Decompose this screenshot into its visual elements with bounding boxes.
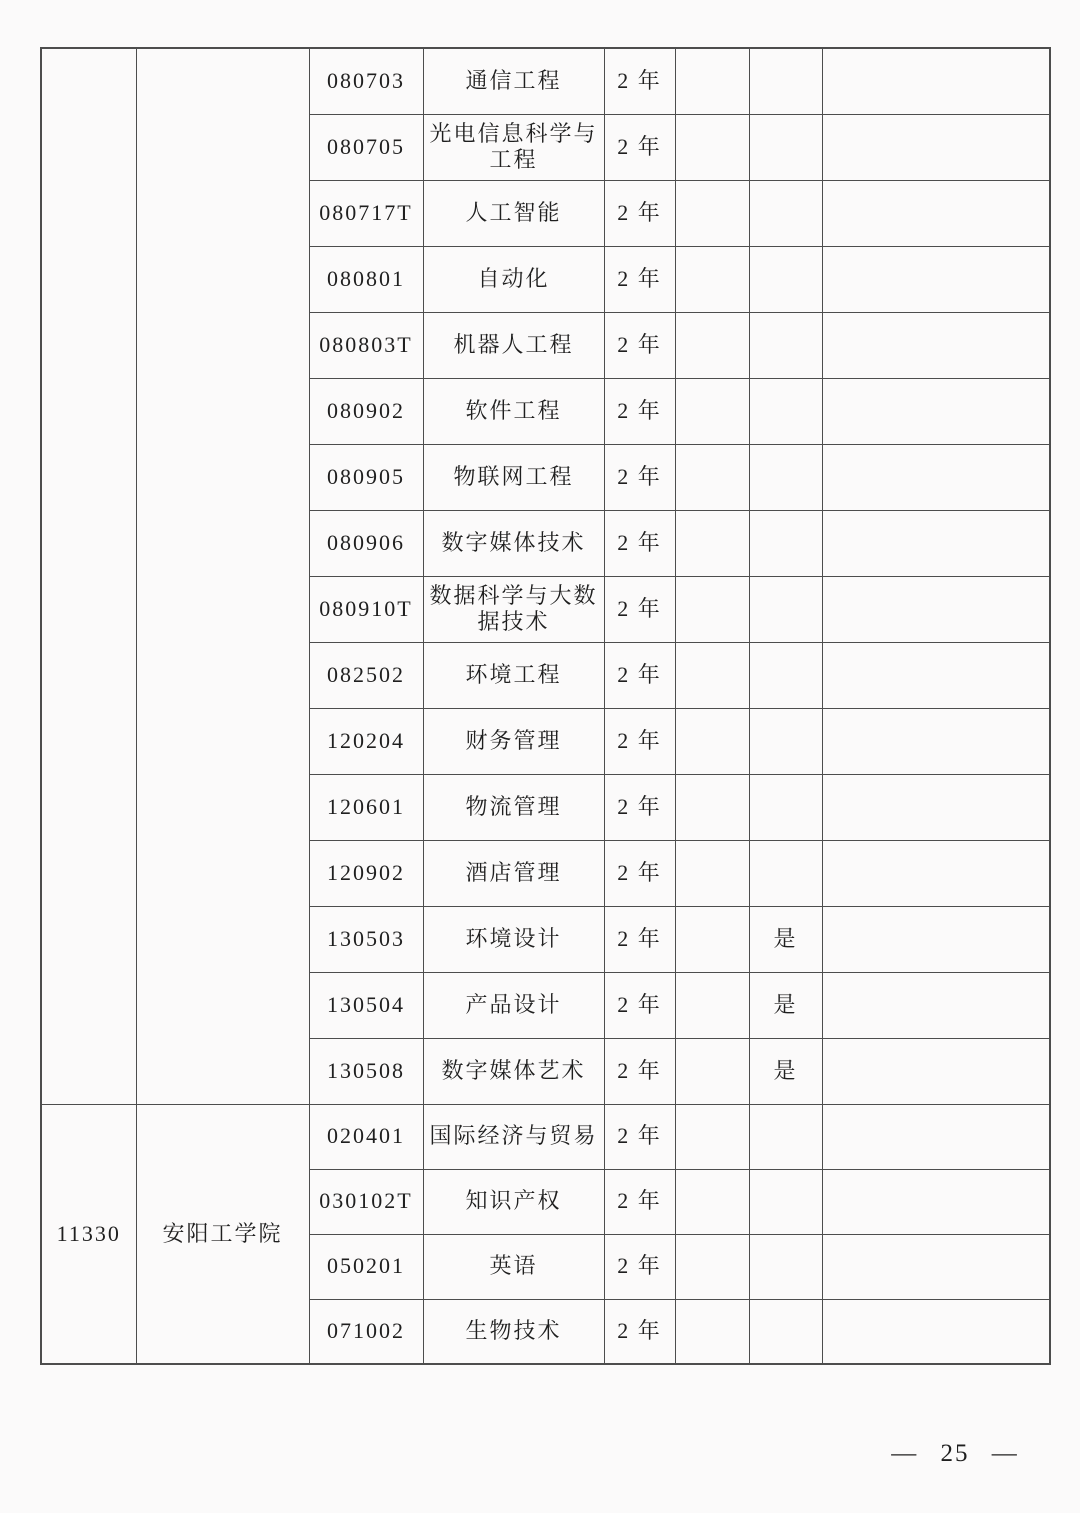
blank-cell [675, 1169, 749, 1234]
duration-cell: 2 年 [604, 312, 675, 378]
major-code-cell: 130508 [309, 1038, 423, 1104]
art-flag-cell [749, 576, 822, 642]
school-name-cell [136, 48, 309, 1104]
major-name-cell: 产品设计 [423, 972, 604, 1038]
major-code-cell: 130503 [309, 906, 423, 972]
remark-cell [822, 510, 1050, 576]
school-code-cell [41, 48, 136, 1104]
art-flag-cell [749, 1299, 822, 1364]
school-code-cell: 11330 [41, 1104, 136, 1364]
art-flag-cell [749, 48, 822, 114]
major-code-cell: 130504 [309, 972, 423, 1038]
major-code-cell: 080905 [309, 444, 423, 510]
major-code-cell: 071002 [309, 1299, 423, 1364]
blank-cell [675, 972, 749, 1038]
major-name-cell: 物流管理 [423, 774, 604, 840]
remark-cell [822, 576, 1050, 642]
duration-cell: 2 年 [604, 444, 675, 510]
art-flag-cell: 是 [749, 1038, 822, 1104]
major-name-cell: 物联网工程 [423, 444, 604, 510]
blank-cell [675, 378, 749, 444]
major-code-cell: 080910T [309, 576, 423, 642]
major-code-cell: 080705 [309, 114, 423, 180]
remark-cell [822, 1169, 1050, 1234]
blank-cell [675, 246, 749, 312]
remark-cell [822, 906, 1050, 972]
duration-cell: 2 年 [604, 1299, 675, 1364]
duration-cell: 2 年 [604, 1038, 675, 1104]
blank-cell [675, 774, 749, 840]
remark-cell [822, 246, 1050, 312]
blank-cell [675, 114, 749, 180]
remark-cell [822, 774, 1050, 840]
remark-cell [822, 378, 1050, 444]
duration-cell: 2 年 [604, 840, 675, 906]
duration-cell: 2 年 [604, 972, 675, 1038]
remark-cell [822, 972, 1050, 1038]
blank-cell [675, 906, 749, 972]
major-name-cell: 环境设计 [423, 906, 604, 972]
duration-cell: 2 年 [604, 246, 675, 312]
major-name-cell: 财务管理 [423, 708, 604, 774]
major-name-cell: 通信工程 [423, 48, 604, 114]
major-code-cell: 080902 [309, 378, 423, 444]
art-flag-cell [749, 1104, 822, 1169]
art-flag-cell [749, 246, 822, 312]
major-name-cell: 酒店管理 [423, 840, 604, 906]
remark-cell [822, 180, 1050, 246]
remark-cell [822, 1234, 1050, 1299]
duration-cell: 2 年 [604, 510, 675, 576]
art-flag-cell [749, 1234, 822, 1299]
art-flag-cell: 是 [749, 972, 822, 1038]
major-name-cell: 自动化 [423, 246, 604, 312]
art-flag-cell [749, 774, 822, 840]
major-name-cell: 知识产权 [423, 1169, 604, 1234]
blank-cell [675, 444, 749, 510]
art-flag-cell [749, 840, 822, 906]
major-name-cell: 光电信息科学与工程 [423, 114, 604, 180]
remark-cell [822, 1104, 1050, 1169]
duration-cell: 2 年 [604, 708, 675, 774]
major-code-cell: 080801 [309, 246, 423, 312]
art-flag-cell [749, 642, 822, 708]
major-name-cell: 机器人工程 [423, 312, 604, 378]
major-code-cell: 080717T [309, 180, 423, 246]
duration-cell: 2 年 [604, 576, 675, 642]
major-name-cell: 国际经济与贸易 [423, 1104, 604, 1169]
duration-cell: 2 年 [604, 1104, 675, 1169]
remark-cell [822, 1299, 1050, 1364]
art-flag-cell [749, 378, 822, 444]
remark-cell [822, 48, 1050, 114]
blank-cell [675, 312, 749, 378]
blank-cell [675, 1299, 749, 1364]
major-code-cell: 030102T [309, 1169, 423, 1234]
table-row [41, 1104, 1050, 1169]
art-flag-cell: 是 [749, 906, 822, 972]
art-flag-cell [749, 510, 822, 576]
duration-cell: 2 年 [604, 378, 675, 444]
art-flag-cell [749, 444, 822, 510]
table-row [41, 48, 1050, 114]
blank-cell [675, 840, 749, 906]
blank-cell [675, 1104, 749, 1169]
blank-cell [675, 510, 749, 576]
blank-cell [675, 576, 749, 642]
remark-cell [822, 840, 1050, 906]
majors-table [40, 47, 1051, 1365]
remark-cell [822, 444, 1050, 510]
remark-cell [822, 1038, 1050, 1104]
remark-cell [822, 642, 1050, 708]
blank-cell [675, 180, 749, 246]
duration-cell: 2 年 [604, 774, 675, 840]
art-flag-cell [749, 114, 822, 180]
blank-cell [675, 708, 749, 774]
duration-cell: 2 年 [604, 114, 675, 180]
major-code-cell: 020401 [309, 1104, 423, 1169]
major-name-cell: 英语 [423, 1234, 604, 1299]
major-name-cell: 数字媒体技术 [423, 510, 604, 576]
major-name-cell: 数字媒体艺术 [423, 1038, 604, 1104]
duration-cell: 2 年 [604, 48, 675, 114]
remark-cell [822, 312, 1050, 378]
major-code-cell: 120204 [309, 708, 423, 774]
major-name-cell: 软件工程 [423, 378, 604, 444]
blank-cell [675, 642, 749, 708]
major-code-cell: 120902 [309, 840, 423, 906]
blank-cell [675, 1038, 749, 1104]
major-name-cell: 人工智能 [423, 180, 604, 246]
duration-cell: 2 年 [604, 1169, 675, 1234]
page-number: — 25 — [891, 1440, 1019, 1467]
major-code-cell: 082502 [309, 642, 423, 708]
duration-cell: 2 年 [604, 906, 675, 972]
major-code-cell: 080906 [309, 510, 423, 576]
major-code-cell: 080703 [309, 48, 423, 114]
art-flag-cell [749, 180, 822, 246]
remark-cell [822, 708, 1050, 774]
major-name-cell: 环境工程 [423, 642, 604, 708]
art-flag-cell [749, 708, 822, 774]
school-name-cell: 安阳工学院 [136, 1104, 309, 1364]
major-code-cell: 120601 [309, 774, 423, 840]
art-flag-cell [749, 1169, 822, 1234]
duration-cell: 2 年 [604, 180, 675, 246]
duration-cell: 2 年 [604, 642, 675, 708]
major-code-cell: 050201 [309, 1234, 423, 1299]
blank-cell [675, 1234, 749, 1299]
blank-cell [675, 48, 749, 114]
major-name-cell: 生物技术 [423, 1299, 604, 1364]
remark-cell [822, 114, 1050, 180]
art-flag-cell [749, 312, 822, 378]
major-name-cell: 数据科学与大数据技术 [423, 576, 604, 642]
duration-cell: 2 年 [604, 1234, 675, 1299]
major-code-cell: 080803T [309, 312, 423, 378]
